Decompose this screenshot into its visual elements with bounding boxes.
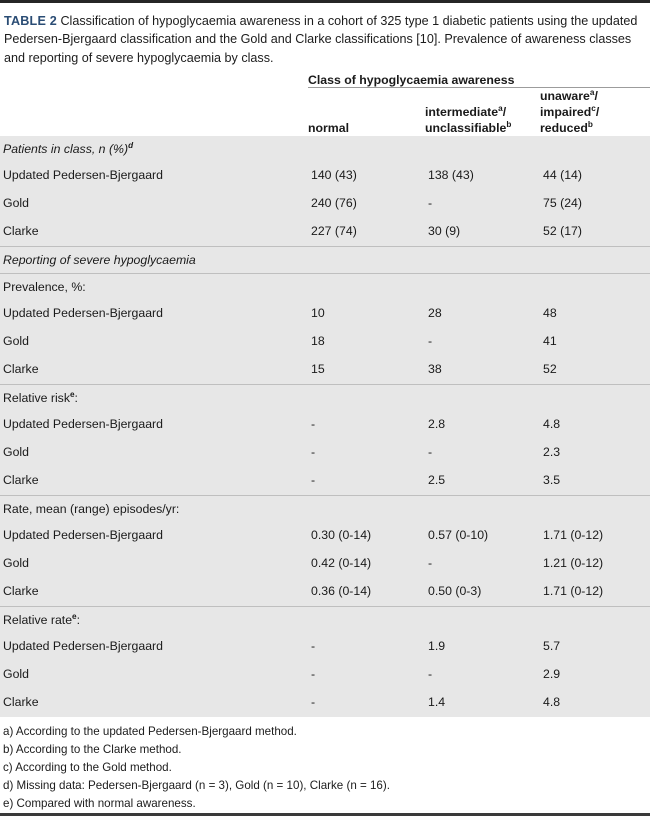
table-row <box>0 522 650 550</box>
table-row <box>0 300 650 328</box>
table-cell: 4.8 <box>540 689 650 717</box>
table-section-header: Prevalence, %: <box>0 274 650 301</box>
table-cell: 75 (24) <box>540 190 650 218</box>
table-cell: - <box>425 328 540 356</box>
table-cell: 2.3 <box>540 439 650 467</box>
table-cell: 1.21 (0-12) <box>540 550 650 578</box>
table-row-label: Clarke <box>0 578 308 606</box>
table-caption-label: TABLE 2 <box>4 14 57 28</box>
table-cell: 2.5 <box>425 467 540 495</box>
table-row-label: Updated Pedersen-Bjergaard <box>0 162 308 190</box>
table-row <box>0 633 650 661</box>
table-row-label: Gold <box>0 550 308 578</box>
table-row <box>0 661 650 689</box>
table-cell: 5.7 <box>540 633 650 661</box>
table-section-header-row <box>0 274 650 301</box>
table-section-header: Reporting of severe hypoglycaemia <box>0 247 650 274</box>
table-cell: 1.9 <box>425 633 540 661</box>
table-cell: 0.50 (0-3) <box>425 578 540 606</box>
table-cell: - <box>308 633 425 661</box>
table-cell: 2.9 <box>540 661 650 689</box>
table-cell: 38 <box>425 356 540 384</box>
footnote: d) Missing data: Pedersen-Bjergaard (n = 3), Gold (n = 10), Clarke (n = 16). <box>3 779 390 793</box>
table-row-label: Updated Pedersen-Bjergaard <box>0 633 308 661</box>
span-header-class-of-awareness: Class of hypoglycaemia awareness <box>308 73 650 88</box>
table-caption <box>0 3 650 73</box>
column-header-unaware-line1: unaware$^a$/ <box>540 87 598 103</box>
table-cell: 52 (17) <box>540 218 650 246</box>
column-header-intermediate-line2-text: intermediate <box>425 104 499 119</box>
table-cell: 240 (76) <box>308 190 425 218</box>
table-section-header-row <box>0 136 650 162</box>
column-header-unaware-sup1: a <box>589 87 595 97</box>
table-section-header-row <box>0 385 650 412</box>
table-row-label: Clarke <box>0 356 308 384</box>
table-row-label: Updated Pedersen-Bjergaard <box>0 411 308 439</box>
table-section-header: Rate, mean (range) episodes/yr: <box>0 496 650 523</box>
table-row <box>0 328 650 356</box>
table-cell: - <box>425 190 540 218</box>
table-cell: 2.8 <box>425 411 540 439</box>
table-cell: 18 <box>308 328 425 356</box>
table-row <box>0 467 650 495</box>
table-cell: 140 (43) <box>308 162 425 190</box>
table-row <box>0 689 650 717</box>
column-header-intermediate <box>425 87 540 136</box>
column-header-unaware-line1-text: unaware <box>540 88 590 103</box>
table-row-label: Gold <box>0 190 308 218</box>
table-row <box>0 218 650 246</box>
table-cell: - <box>308 439 425 467</box>
table-cell: 0.42 (0-14) <box>308 550 425 578</box>
table-footnotes <box>0 717 650 813</box>
table-row <box>0 190 650 218</box>
table-section-header-row <box>0 607 650 634</box>
table-row-label: Clarke <box>0 467 308 495</box>
table-cell: 0.30 (0-14) <box>308 522 425 550</box>
column-header-unaware-sup3: b <box>587 120 593 130</box>
column-header-spacer <box>0 87 308 136</box>
table-cell: - <box>425 439 540 467</box>
footnote: c) According to the Gold method. <box>3 761 172 775</box>
table-row-label: Clarke <box>0 218 308 246</box>
table-cell: 30 (9) <box>425 218 540 246</box>
table-caption-text: Classification of hypoglycaemia awareness in a cohort of 325 type 1 diabetic patients using the updated Pedersen-Bjergaard classification and the Gold and Clarke classifications [10]. Prevalence of awareness classes and reporting of severe hypoglycaemia by class. <box>4 14 638 65</box>
table-row-label: Gold <box>0 661 308 689</box>
column-header-unaware-line3 <box>540 120 650 136</box>
column-header-intermediate-sup3: b <box>506 120 512 130</box>
column-header-intermediate-line3-text: unclassifiable <box>425 121 507 136</box>
table-cell: - <box>308 661 425 689</box>
table-cell: 1.71 (0-12) <box>540 522 650 550</box>
table-cell: 0.36 (0-14) <box>308 578 425 606</box>
column-header-unaware-line2: impaired$^c$/ <box>540 103 600 119</box>
table-cell: 44 (14) <box>540 162 650 190</box>
table-cell: 4.8 <box>540 411 650 439</box>
table-cell: - <box>425 661 540 689</box>
table-cell: 0.57 (0-10) <box>425 522 540 550</box>
table-cell: - <box>308 689 425 717</box>
table-row-label: Gold <box>0 439 308 467</box>
section-header-superscript: e <box>69 390 75 400</box>
column-header-unaware <box>540 87 650 136</box>
table-section-header: Patients in class, n (%)$^d$ <box>0 136 650 162</box>
table-row <box>0 162 650 190</box>
section-header-superscript: d <box>128 141 134 151</box>
column-header-intermediate-sup2: a <box>498 103 503 113</box>
table-cell: 227 (74) <box>308 218 425 246</box>
table-row <box>0 356 650 384</box>
table-row <box>0 411 650 439</box>
table-cell: 52 <box>540 356 650 384</box>
column-header-intermediate-line3 <box>425 120 540 136</box>
table-cell: - <box>425 550 540 578</box>
table-cell: 3.5 <box>540 467 650 495</box>
table-row <box>0 578 650 606</box>
table-cell: - <box>308 467 425 495</box>
table-body <box>0 136 650 717</box>
table-cell: - <box>308 411 425 439</box>
column-header-intermediate-line2: intermediate$^a$/ <box>425 103 507 119</box>
column-header-unaware-line2-text: impaired <box>540 104 592 119</box>
column-header-normal <box>308 87 425 136</box>
section-header-superscript: e <box>72 612 77 622</box>
footnote: b) According to the Clarke method. <box>3 743 182 757</box>
span-header-row <box>0 73 650 88</box>
data-table <box>0 73 650 717</box>
table-row-label: Gold <box>0 328 308 356</box>
table-cell: 48 <box>540 300 650 328</box>
table-row-label: Updated Pedersen-Bjergaard <box>0 522 308 550</box>
table-header <box>0 73 650 137</box>
table-section-header-row <box>0 247 650 274</box>
footnote: e) Compared with normal awareness. <box>3 797 196 811</box>
column-header-normal-line3 <box>308 120 425 136</box>
table-row <box>0 439 650 467</box>
column-header-normal-line3-text: normal <box>308 121 349 136</box>
table-cell: 15 <box>308 356 425 384</box>
table-cell: 41 <box>540 328 650 356</box>
table-section-header-row <box>0 496 650 523</box>
table-cell: 1.4 <box>425 689 540 717</box>
table-cell: 138 (43) <box>425 162 540 190</box>
table-cell: 28 <box>425 300 540 328</box>
column-header-unaware-sup2: c <box>591 103 596 113</box>
table-row-label: Updated Pedersen-Bjergaard <box>0 300 308 328</box>
table-cell: 10 <box>308 300 425 328</box>
column-header-row <box>0 87 650 136</box>
column-header-unaware-line3-text: reduced <box>540 121 588 136</box>
table-row-label: Clarke <box>0 689 308 717</box>
table-cell: 1.71 (0-12) <box>540 578 650 606</box>
table-section-header: Relative rate$^e$: <box>0 607 650 634</box>
table-row <box>0 550 650 578</box>
span-header-spacer <box>0 73 308 88</box>
footnote: a) According to the updated Pedersen-Bjergaard method. <box>3 725 297 739</box>
table-section-header: Relative risk$^e$: <box>0 385 650 412</box>
